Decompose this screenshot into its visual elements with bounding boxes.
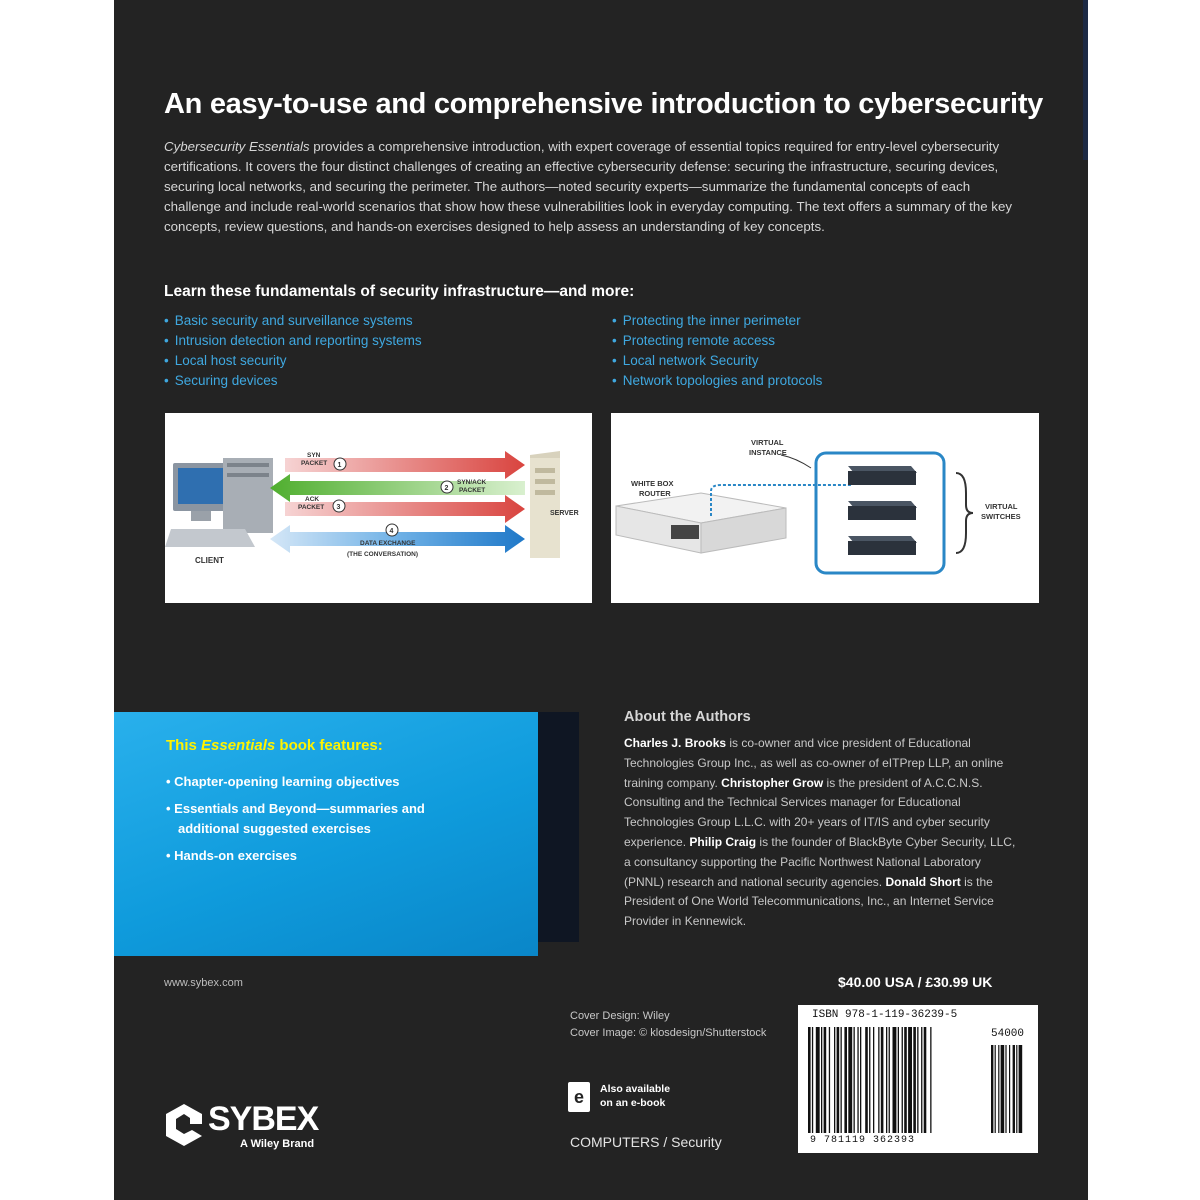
list-item: • Protecting the inner perimeter bbox=[612, 313, 801, 328]
barcode-bar bbox=[924, 1027, 927, 1133]
barcode-bar bbox=[824, 1027, 827, 1133]
barcode-bar bbox=[821, 1027, 822, 1133]
list-item: • Local host security bbox=[164, 353, 287, 368]
author-name: Charles J. Brooks bbox=[624, 736, 727, 750]
syn-label-2: PACKET bbox=[301, 460, 328, 467]
switch-icon bbox=[848, 501, 917, 520]
features-title: This Essentials book features: bbox=[166, 737, 383, 754]
client-label: CLIENT bbox=[195, 556, 224, 565]
barcode-bar bbox=[881, 1027, 884, 1133]
intro-paragraph bbox=[164, 137, 1024, 237]
back-cover bbox=[114, 0, 1088, 1200]
virtual-instance-label-2: INSTANCE bbox=[749, 448, 787, 457]
cover-image-credit: Cover Image: © klosdesign/Shutterstock bbox=[570, 1027, 767, 1039]
barcode-bar bbox=[908, 1027, 912, 1133]
barcode-bar bbox=[893, 1027, 897, 1133]
list-item: • Network topologies and protocols bbox=[612, 373, 823, 388]
barcode-bar bbox=[913, 1027, 916, 1133]
router-icon bbox=[616, 493, 786, 553]
barcode-bar bbox=[1013, 1045, 1015, 1133]
server-label: SERVER bbox=[550, 510, 579, 517]
barcode-bar bbox=[917, 1027, 918, 1133]
sybex-logo-icon bbox=[162, 1102, 206, 1146]
list-item: • Chapter-opening learning objectives bbox=[166, 774, 400, 789]
barcode-bar bbox=[995, 1045, 996, 1133]
barcode bbox=[798, 1005, 1038, 1153]
barcode-bar bbox=[848, 1027, 852, 1133]
list-item: • Intrusion detection and reporting systems bbox=[164, 333, 422, 348]
list-item: • Essentials and Beyond—summaries and additional suggested exercises bbox=[166, 801, 425, 836]
ack-label-1: ACK bbox=[305, 496, 320, 503]
barcode-bar bbox=[930, 1027, 931, 1133]
server-icon bbox=[530, 451, 560, 558]
syn-label-1: SYN bbox=[307, 452, 321, 459]
website-link[interactable]: www.sybex.com bbox=[164, 977, 243, 989]
barcode-bar bbox=[878, 1027, 879, 1133]
list-item: • Local network Security bbox=[612, 353, 759, 368]
author-name: Philip Craig bbox=[689, 834, 757, 849]
cover-credits bbox=[570, 1008, 766, 1042]
barcode-bar bbox=[869, 1027, 870, 1133]
ack-label-2: PACKET bbox=[298, 504, 325, 511]
step-marker-label: 2 bbox=[444, 485, 449, 492]
publisher-logo bbox=[162, 1088, 332, 1158]
client-computer-icon bbox=[165, 458, 273, 547]
cover-edge bbox=[1083, 0, 1088, 160]
author-name: Christopher Grow bbox=[721, 775, 824, 790]
barcode-bar bbox=[812, 1027, 813, 1133]
barcode-bar bbox=[837, 1027, 840, 1133]
white-box-label-1: WHITE BOX bbox=[631, 479, 674, 488]
barcode-bar bbox=[991, 1045, 993, 1133]
exchange-label-1: DATA EXCHANGE bbox=[360, 540, 416, 547]
barcode-bar bbox=[1005, 1045, 1006, 1133]
step-marker-label: 4 bbox=[389, 528, 394, 535]
list-item: • Hands-on exercises bbox=[166, 848, 297, 863]
learn-heading: Learn these fundamentals of security infrastructure—and more: bbox=[164, 283, 635, 300]
addon-code: 54000 bbox=[991, 1028, 1025, 1040]
white-box-label-2: ROUTER bbox=[639, 489, 671, 498]
barcode-bar bbox=[829, 1027, 830, 1133]
synack-label-1: SYN/ACK bbox=[457, 479, 487, 486]
barcode-bar bbox=[1009, 1045, 1010, 1133]
virtual-switches-label-1: VIRTUAL bbox=[985, 502, 1018, 511]
barcode-bar bbox=[854, 1027, 855, 1133]
barcode-bar bbox=[844, 1027, 847, 1133]
authors-title: About the Authors bbox=[624, 709, 751, 725]
intro-text: provides a comprehensive introduction, with expert coverage of essential topics required for entry-level cybersecurity certifications. It covers the four distinct challenges of creating an effective cybersecurity defense: securing the infrastructure, securing devices, securing local networks, and securing the perimeter. The authors—noted security experts—summarize the fundamental concepts of each challenge and include real-world scenarios that show how these vulnerabilities look in everyday computing. The text offers a summary of the key concepts, review questions, and hands-on exercises designed to help assess an understanding of key concepts. bbox=[164, 139, 1013, 234]
ebook-icon: e bbox=[568, 1082, 590, 1112]
features-box bbox=[114, 712, 538, 956]
barcode-bar bbox=[860, 1027, 861, 1133]
barcode-bar bbox=[921, 1027, 922, 1133]
barcode-bar bbox=[816, 1027, 820, 1133]
topics-list-left bbox=[164, 311, 422, 391]
barcode-bars bbox=[808, 1027, 1023, 1133]
author-name: Donald Short bbox=[885, 874, 961, 889]
barcode-bar bbox=[857, 1027, 858, 1133]
list-item: • Protecting remote access bbox=[612, 333, 776, 348]
handshake-figure bbox=[165, 413, 592, 603]
list-item: • Securing devices bbox=[164, 373, 278, 388]
barcode-bar bbox=[873, 1027, 874, 1133]
authors-bio: Charles J. Brooks is co-owner and vice president of Educational Technologies Group Inc., as well as co-owner of eITPrep LLP, an online training company. Christopher Grow is the president of A.C.C.N.S. Consulting and the Technical Services manager for Educational Technologies Group L.L.C. with 20+ years of IT/IS and cyber security experience. Philip Craig is the founder of BlackByte Cyber Security, LLC, a consultancy supporting the Pacific Northwest National Laboratory (PNNL) research and national security agencies. Donald Short is the President of One World Telecommunications, Inc., an Internet Service Provider in Kennewick. bbox=[624, 736, 1016, 929]
handshake-diagram bbox=[165, 413, 592, 603]
category: COMPUTERS / Security bbox=[570, 1134, 722, 1150]
barcode-bar bbox=[1019, 1045, 1023, 1133]
barcode-bar bbox=[902, 1027, 903, 1133]
barcode-bar bbox=[865, 1027, 868, 1133]
virtual-switches-label-2: SWITCHES bbox=[981, 512, 1021, 521]
virtual-switch-figure bbox=[611, 413, 1039, 603]
ebook-text: Also available on an e-book bbox=[600, 1083, 671, 1109]
ebook-badge bbox=[568, 1080, 728, 1114]
step-marker-label: 3 bbox=[336, 504, 341, 511]
list-item: • Basic security and surveillance systems bbox=[164, 313, 413, 328]
barcode-bar bbox=[834, 1027, 835, 1133]
switch-icon bbox=[848, 536, 917, 555]
exchange-label-2: (THE CONVERSATION) bbox=[347, 551, 419, 558]
isbn-text: ISBN 978-1-119-36239-5 bbox=[812, 1009, 958, 1021]
publisher-name: SYBEX bbox=[208, 1100, 319, 1138]
barcode-bar bbox=[898, 1027, 899, 1133]
topics-list-right bbox=[612, 311, 822, 391]
barcode-digits: 9 781119 362393 bbox=[810, 1135, 916, 1146]
barcode-bar bbox=[1001, 1045, 1005, 1133]
cover-design-credit: Cover Design: Wiley bbox=[570, 1010, 670, 1022]
features-list bbox=[166, 772, 466, 873]
synack-label-2: PACKET bbox=[459, 487, 486, 494]
step-marker-label: 1 bbox=[337, 462, 342, 469]
barcode-bar bbox=[889, 1027, 890, 1133]
barcode-bar bbox=[1016, 1045, 1017, 1133]
price: $40.00 USA / £30.99 UK bbox=[838, 974, 993, 990]
virtual-switch-diagram bbox=[611, 413, 1039, 603]
barcode-bar bbox=[904, 1027, 907, 1133]
barcode-bar bbox=[808, 1027, 811, 1133]
barcode-bar bbox=[998, 1045, 999, 1133]
virtual-instance-label-1: VIRTUAL bbox=[751, 438, 784, 447]
switch-icon bbox=[848, 466, 917, 485]
barcode-bar bbox=[841, 1027, 842, 1133]
publisher-tagline: A Wiley Brand bbox=[240, 1138, 315, 1150]
barcode-bar bbox=[886, 1027, 887, 1133]
book-title: Cybersecurity Essentials bbox=[164, 139, 310, 154]
headline: An easy-to-use and comprehensive introduction to cybersecurity bbox=[164, 88, 1043, 120]
